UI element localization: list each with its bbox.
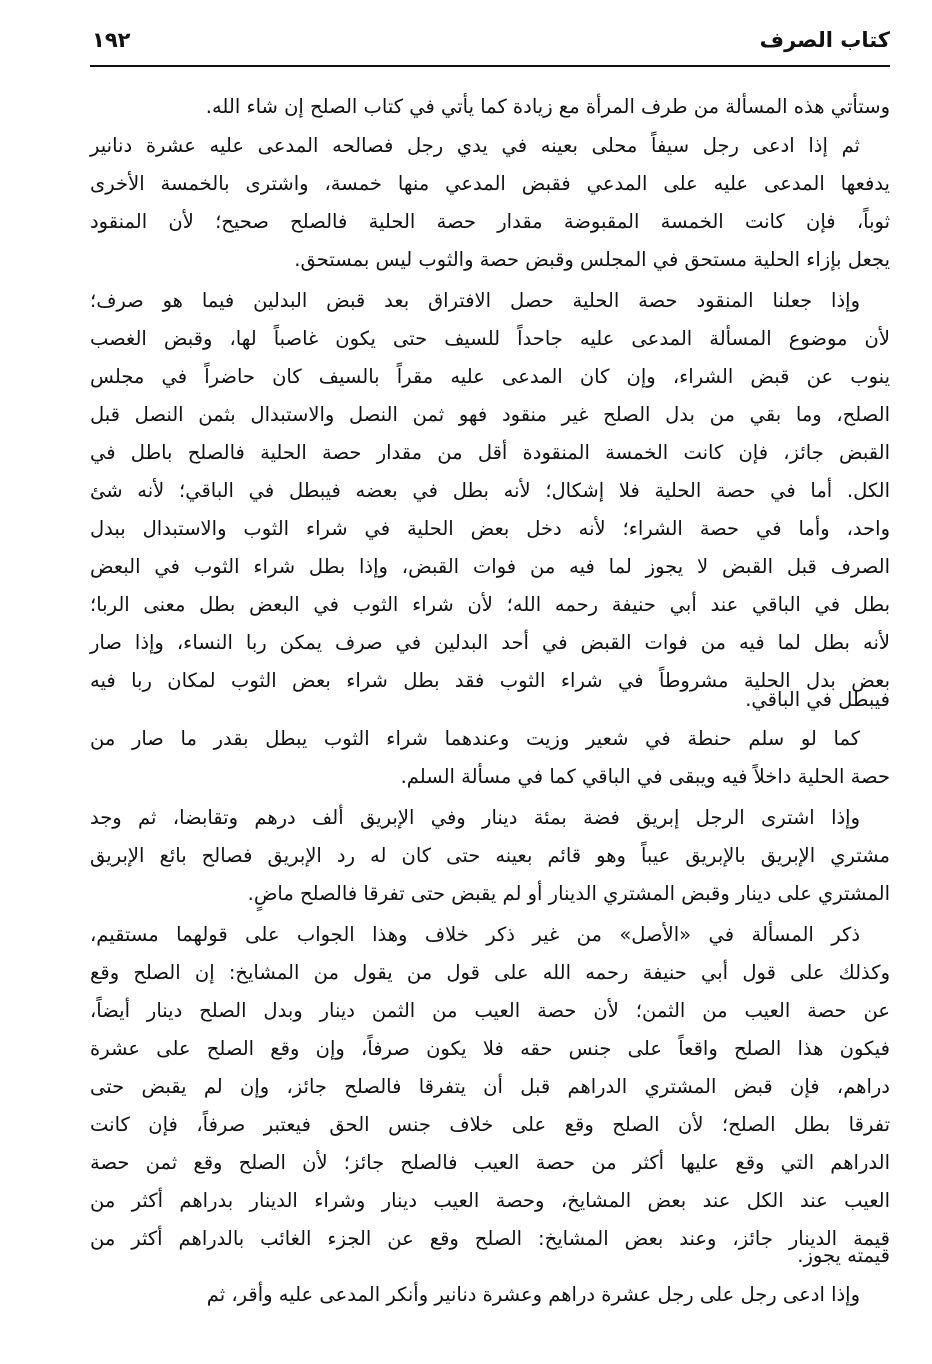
text-line: الصرف قبل القبض لا يجوز لما فيه من فوات القبض، وإذا بطل شراء الثوب في البعض [90,555,890,578]
text-line: وإذا جعلنا المنقود حصة الحلية حصل الافتراق بعد قبض البدلين فيما هو صرف؛ [90,289,860,312]
text-line: فيبطل في الباقي. [745,688,890,711]
text-line: العيب عند الكل عند بعض المشايخ، وحصة العيب دينار وشراء الدينار بدراهم أكثر من [90,1189,890,1212]
text-line: ثم إذا ادعى رجل سيفاً محلى بعينه في يدي رجل فصالحه المدعى عليه عشرة دنانير [90,134,860,157]
text-line: يدفعها المدعى عليه على المدعي فقبض المدعي منها خمسة، واشترى بالخمسة الأخرى [90,172,890,195]
text-line: وإذا اشترى الرجل إبريق فضة بمئة دينار وفي الإبريق ألف درهم وتقابضا، ثم وجد [90,806,860,829]
text-line: وكذلك على قول أبي حنيفة رحمه الله على قول من يقول من المشايخ: إن الصلح وقع [90,961,890,984]
text-line: دراهم، فإن قبض المشتري الدراهم قبل أن يتفرقا فالصلح جائز، وإن لم يقبض حتى [90,1075,890,1098]
text-line: لأنه بطل لما فيه من فوات القبض في أحد البدلين في صرف يمكن ربا النساء، وإذا صار [90,631,890,654]
text-line: المشتري على دينار وقبض المشتري الدينار أو لم يقبض حتى تفرقا فالصلح ماضٍ. [247,882,890,905]
text-line: ثوباً، فإن كانت الخمسة المقبوضة مقدار حصة الحلية فالصلح صحيح؛ لأن المنقود [90,210,890,233]
text-line: القبض جائز، فإن كانت الخمسة المنقودة أقل من مقدار حصة الحلية فالصلح باطل في [90,441,890,464]
text-line: الدراهم التي وقع عليها أكثر من حصة العيب فالصلح جائز؛ لأن الصلح وقع ثمن حصة [90,1151,890,1174]
text-line: الكل. أما في حصة الحلية فلا إشكال؛ لأنه بطل في بعضه فيبطل في الباقي؛ لأنه شئ [90,479,890,502]
text-line: يجعل بإزاء الحلية مستحق في المجلس وقبض حصة والثوب ليس بمستحق. [294,248,890,271]
text-line: تفرقا بطل الصلح؛ لأن الصلح وقع على خلاف جنس الحق فيعتبر صرفاً، فإن كانت [90,1113,890,1136]
text-line: بطل في الباقي عند أبي حنيفة رحمه الله؛ لأن شراء الثوب في البعض بطل معنى الربا؛ [90,593,890,616]
text-line: وإذا ادعى رجل على رجل عشرة دراهم وعشرة دنانير وأنكر المدعى عليه وأقر، ثم [206,1283,860,1306]
text-line: حصة الحلية داخلاً فيه ويبقى في الباقي كما في مسألة السلم. [400,765,890,788]
text-line: قيمته يجوز. [797,1244,890,1267]
text-line: فيكون هذا الصلح واقعاً على جنس حقه فلا يكون صرفاً، وإن وقع الصلح على عشرة [90,1037,890,1060]
text-line: الصلح، وما بقي من بدل الصلح غير منقود فهو ثمن النصل والاستبدال بثمن النصل قبل [90,403,890,426]
text-line: عن حصة العيب من الثمن؛ لأن حصة العيب من الثمن دينار وبدل الصلح دينار أيضاً، [90,999,890,1022]
text-line: كما لو سلم حنطة في شعير وزيت وعندهما شراء الثوب يبطل بقدر ما صار من [90,727,860,750]
header-rule [90,65,890,67]
text-line: قيمة الدينار جائز، وعند بعض المشايخ: الصلح وقع عن الجزء الغائب بالدراهم أكثر من [90,1227,890,1250]
page-number: ١٩٢ [92,28,131,52]
text-line: ينوب عن قبض الشراء، وإن كان المدعى عليه مقراً بالسيف كان حاضراً في مجلس [90,365,890,388]
text-line: واحد، وأما في حصة الشراء؛ لأنه دخل بعض الحلية في شراء الثوب والاستبدال ببدل [90,517,890,540]
text-line: بعض بدل الحلية مشروطاً في شراء الثوب فقد بطل شراء بعض الثوب لمكان ربا فيه [90,669,890,692]
text-line: ذكر المسألة في «الأصل» من غير ذكر خلاف وهذا الجواب على قولهما مستقيم، [90,923,860,946]
text-line: وستأتي هذه المسألة من طرف المرأة مع زيادة كما يأتي في كتاب الصلح إن شاء الله. [205,95,890,118]
text-line: لأن موضوع المسألة المدعى عليه جاحداً للسيف حتى يكون غاصباً لها، وقبض الغصب [90,327,890,350]
text-line: مشتري الإبريق بالإبريق عيباً وهو قائم بعينه حتى كان له رد الإبريق فصالح بائع الإبريق [90,844,890,867]
running-title: كتاب الصرف [759,28,890,52]
